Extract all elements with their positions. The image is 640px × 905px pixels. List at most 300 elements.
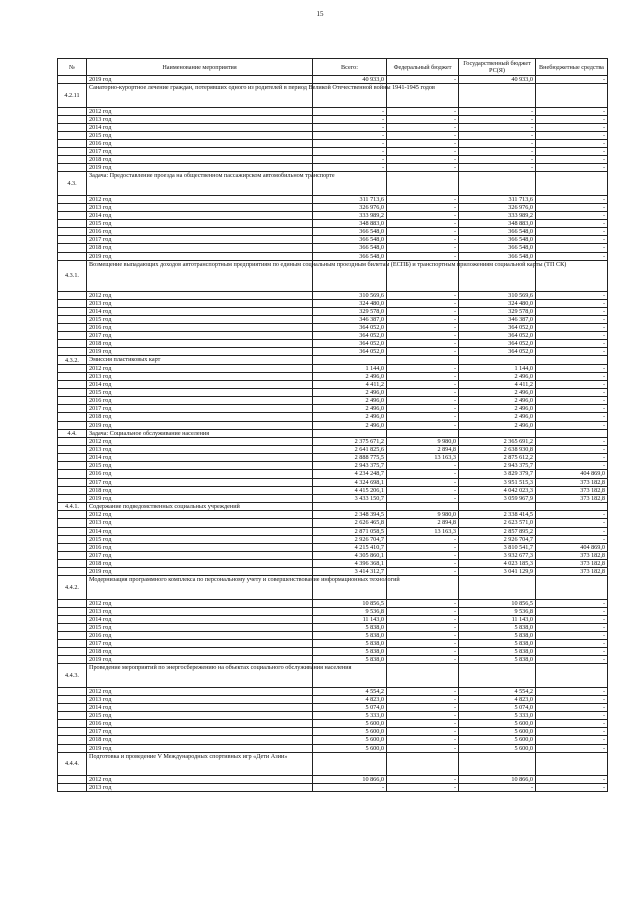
row-state: 364 052,0 bbox=[459, 323, 536, 331]
row-code bbox=[58, 236, 87, 244]
header-total: Всего: bbox=[313, 59, 387, 76]
row-state: 2 926 704,7 bbox=[459, 535, 536, 543]
row-federal: - bbox=[387, 640, 459, 648]
row-code bbox=[58, 389, 87, 397]
row-state: 364 052,0 bbox=[459, 340, 536, 348]
row-name: 2017 год bbox=[87, 148, 313, 156]
table-row bbox=[58, 364, 608, 372]
row-extra: - bbox=[536, 656, 608, 664]
row-federal: - bbox=[387, 212, 459, 220]
row-code bbox=[58, 148, 87, 156]
table-row bbox=[58, 164, 608, 172]
row-extra: - bbox=[536, 623, 608, 631]
header-extra: Внебюджетные средства bbox=[536, 59, 608, 76]
row-total: 364 052,0 bbox=[313, 348, 387, 356]
row-state: 4 554,2 bbox=[459, 687, 536, 695]
row-extra: - bbox=[536, 462, 608, 470]
row-state: 366 548,0 bbox=[459, 236, 536, 244]
row-code bbox=[58, 527, 87, 535]
table-row bbox=[58, 421, 608, 429]
row-code bbox=[58, 631, 87, 639]
row-extra: - bbox=[536, 728, 608, 736]
row-extra: - bbox=[536, 123, 608, 131]
row-federal: - bbox=[387, 559, 459, 567]
row-code bbox=[58, 648, 87, 656]
row-federal: - bbox=[387, 381, 459, 389]
table-row bbox=[58, 348, 608, 356]
row-extra: - bbox=[536, 744, 608, 752]
row-total: 4 305 860,1 bbox=[313, 551, 387, 559]
row-state: - bbox=[459, 115, 536, 123]
row-extra: - bbox=[536, 156, 608, 164]
row-extra: - bbox=[536, 195, 608, 203]
table-row bbox=[58, 156, 608, 164]
row-extra: - bbox=[536, 519, 608, 527]
row-federal bbox=[387, 429, 459, 438]
row-total: - bbox=[313, 156, 387, 164]
row-code bbox=[58, 323, 87, 331]
row-code bbox=[58, 332, 87, 340]
row-code bbox=[58, 704, 87, 712]
table-row bbox=[58, 252, 608, 260]
row-extra: - bbox=[536, 631, 608, 639]
row-name: 2017 год bbox=[87, 551, 313, 559]
row-federal: - bbox=[387, 139, 459, 147]
row-code bbox=[58, 728, 87, 736]
row-code bbox=[58, 438, 87, 446]
row-state: 2 496,0 bbox=[459, 397, 536, 405]
row-state: 2 338 414,5 bbox=[459, 511, 536, 519]
row-code bbox=[58, 139, 87, 147]
row-extra: - bbox=[536, 615, 608, 623]
row-name: 2014 год bbox=[87, 454, 313, 462]
row-code bbox=[58, 156, 87, 164]
row-name: 2017 год bbox=[87, 728, 313, 736]
row-code bbox=[58, 446, 87, 454]
row-name: 2014 год bbox=[87, 212, 313, 220]
row-state: 2 623 571,0 bbox=[459, 519, 536, 527]
row-federal: 13 163,3 bbox=[387, 454, 459, 462]
row-name: 2012 год bbox=[87, 687, 313, 695]
row-extra: 373 182,8 bbox=[536, 478, 608, 486]
row-state: 5 838,0 bbox=[459, 623, 536, 631]
row-name: 2019 год bbox=[87, 348, 313, 356]
row-federal: - bbox=[387, 315, 459, 323]
table-row bbox=[58, 148, 608, 156]
row-name: 2018 год bbox=[87, 486, 313, 494]
row-name: Эмиссия пластиковых карт bbox=[87, 356, 313, 365]
row-federal bbox=[387, 502, 459, 511]
row-code bbox=[58, 559, 87, 567]
row-total: 310 569,6 bbox=[313, 291, 387, 299]
row-federal: - bbox=[387, 704, 459, 712]
row-state: 10 866,0 bbox=[459, 776, 536, 784]
row-state: 366 548,0 bbox=[459, 252, 536, 260]
row-extra: - bbox=[536, 332, 608, 340]
row-state: 366 548,0 bbox=[459, 244, 536, 252]
row-name: 2012 год bbox=[87, 364, 313, 372]
row-name: 2013 год bbox=[87, 299, 313, 307]
row-code bbox=[58, 519, 87, 527]
row-federal: - bbox=[387, 372, 459, 380]
table-row bbox=[58, 462, 608, 470]
row-name: 2019 год bbox=[87, 421, 313, 429]
row-extra: - bbox=[536, 511, 608, 519]
row-name: 2015 год bbox=[87, 389, 313, 397]
row-total: 10 856,5 bbox=[313, 599, 387, 607]
row-total bbox=[313, 429, 387, 438]
row-code bbox=[58, 131, 87, 139]
row-state: 9 536,8 bbox=[459, 607, 536, 615]
row-state bbox=[459, 576, 536, 600]
row-name: 2018 год bbox=[87, 340, 313, 348]
row-total: 366 548,0 bbox=[313, 236, 387, 244]
row-code bbox=[58, 203, 87, 211]
row-name: 2014 год bbox=[87, 307, 313, 315]
row-name: 2015 год bbox=[87, 535, 313, 543]
row-extra: - bbox=[536, 438, 608, 446]
row-extra bbox=[536, 576, 608, 600]
row-total: 326 976,0 bbox=[313, 203, 387, 211]
row-extra: - bbox=[536, 164, 608, 172]
row-state: 3 059 967,9 bbox=[459, 494, 536, 502]
row-federal: 9 980,0 bbox=[387, 511, 459, 519]
row-name: 2012 год bbox=[87, 438, 313, 446]
row-total: 5 600,0 bbox=[313, 744, 387, 752]
row-extra: 373 182,8 bbox=[536, 486, 608, 494]
row-total: 329 578,0 bbox=[313, 307, 387, 315]
row-total bbox=[313, 502, 387, 511]
row-code bbox=[58, 736, 87, 744]
row-state: 364 052,0 bbox=[459, 332, 536, 340]
row-total bbox=[313, 752, 387, 776]
row-total: 366 548,0 bbox=[313, 252, 387, 260]
table-row bbox=[58, 776, 608, 784]
row-state: 4 042 023,3 bbox=[459, 486, 536, 494]
row-name: 2014 год bbox=[87, 381, 313, 389]
row-federal: - bbox=[387, 131, 459, 139]
row-state: - bbox=[459, 164, 536, 172]
row-state: 2 857 895,2 bbox=[459, 527, 536, 535]
row-name: Задача: Предоставление проезда на общественном пассажирском автомобильном транспорте bbox=[87, 172, 313, 196]
row-extra: - bbox=[536, 323, 608, 331]
row-federal: - bbox=[387, 687, 459, 695]
row-name: 2019 год bbox=[87, 568, 313, 576]
row-federal: - bbox=[387, 421, 459, 429]
row-extra: - bbox=[536, 131, 608, 139]
row-extra: - bbox=[536, 405, 608, 413]
row-code bbox=[58, 599, 87, 607]
row-extra: 404 869,0 bbox=[536, 543, 608, 551]
row-state: 2 496,0 bbox=[459, 413, 536, 421]
row-total: 2 888 775,5 bbox=[313, 454, 387, 462]
row-federal: - bbox=[387, 744, 459, 752]
row-name: 2016 год bbox=[87, 228, 313, 236]
table-row bbox=[58, 720, 608, 728]
row-name: 2012 год bbox=[87, 107, 313, 115]
row-state: 3 932 677,3 bbox=[459, 551, 536, 559]
table-row bbox=[58, 307, 608, 315]
row-name: 2016 год bbox=[87, 543, 313, 551]
row-state bbox=[459, 84, 536, 108]
row-state: 2 496,0 bbox=[459, 405, 536, 413]
table-row bbox=[58, 607, 608, 615]
row-extra: - bbox=[536, 720, 608, 728]
row-extra: - bbox=[536, 454, 608, 462]
row-name: 2014 год bbox=[87, 123, 313, 131]
row-extra: - bbox=[536, 389, 608, 397]
row-total: - bbox=[313, 164, 387, 172]
table-row bbox=[58, 131, 608, 139]
row-state: - bbox=[459, 784, 536, 792]
row-code bbox=[58, 535, 87, 543]
row-name: 2012 год bbox=[87, 511, 313, 519]
row-total: 5 600,0 bbox=[313, 736, 387, 744]
row-extra: - bbox=[536, 704, 608, 712]
row-state: 366 548,0 bbox=[459, 228, 536, 236]
row-name: 2014 год bbox=[87, 527, 313, 535]
row-state bbox=[459, 429, 536, 438]
row-code bbox=[58, 340, 87, 348]
row-extra: - bbox=[536, 527, 608, 535]
row-total: 324 480,0 bbox=[313, 299, 387, 307]
row-total: 5 333,0 bbox=[313, 712, 387, 720]
row-total: 40 933,0 bbox=[313, 76, 387, 84]
row-state: - bbox=[459, 107, 536, 115]
row-total: 3 433 150,7 bbox=[313, 494, 387, 502]
row-extra: - bbox=[536, 348, 608, 356]
row-code bbox=[58, 462, 87, 470]
page-number: 15 bbox=[316, 10, 324, 18]
row-federal: - bbox=[387, 348, 459, 356]
row-total: 9 536,8 bbox=[313, 607, 387, 615]
row-name: 2013 год bbox=[87, 519, 313, 527]
row-federal: - bbox=[387, 695, 459, 703]
row-extra: - bbox=[536, 695, 608, 703]
row-code bbox=[58, 228, 87, 236]
row-state: 11 143,0 bbox=[459, 615, 536, 623]
row-federal: - bbox=[387, 364, 459, 372]
header-federal: Федеральный бюджет bbox=[387, 59, 459, 76]
row-code bbox=[58, 744, 87, 752]
header-state: Государственный бюджет РС(Я) bbox=[459, 59, 536, 76]
row-extra: - bbox=[536, 607, 608, 615]
row-extra bbox=[536, 172, 608, 196]
row-extra: 373 182,8 bbox=[536, 494, 608, 502]
row-code bbox=[58, 511, 87, 519]
row-extra: - bbox=[536, 299, 608, 307]
table-row bbox=[58, 76, 608, 84]
table-row bbox=[58, 236, 608, 244]
row-state bbox=[459, 664, 536, 688]
row-state bbox=[459, 752, 536, 776]
row-federal: - bbox=[387, 712, 459, 720]
row-total: 5 838,0 bbox=[313, 623, 387, 631]
row-federal: - bbox=[387, 115, 459, 123]
row-federal: - bbox=[387, 156, 459, 164]
table-row bbox=[58, 413, 608, 421]
row-name: 2019 год bbox=[87, 656, 313, 664]
table-row bbox=[58, 543, 608, 551]
row-code bbox=[58, 299, 87, 307]
row-total: 2 496,0 bbox=[313, 405, 387, 413]
row-state: 5 600,0 bbox=[459, 728, 536, 736]
row-code bbox=[58, 454, 87, 462]
table-row bbox=[58, 728, 608, 736]
row-name: Санаторно-курортное лечение граждан, потерявших одного из родителей в период Великой Отечественной войны 1941-1945 годов bbox=[87, 84, 313, 108]
row-name: 2013 год bbox=[87, 203, 313, 211]
table-row bbox=[58, 551, 608, 559]
row-total: 2 641 825,6 bbox=[313, 446, 387, 454]
row-federal: - bbox=[387, 397, 459, 405]
row-total: 5 600,0 bbox=[313, 728, 387, 736]
row-code: 4.2.11 bbox=[58, 84, 87, 108]
table-row bbox=[58, 203, 608, 211]
row-state: 346 387,0 bbox=[459, 315, 536, 323]
table-row-section bbox=[58, 576, 608, 600]
row-extra: - bbox=[536, 535, 608, 543]
row-total: 5 838,0 bbox=[313, 640, 387, 648]
row-code bbox=[58, 381, 87, 389]
row-federal: - bbox=[387, 776, 459, 784]
row-total: - bbox=[313, 148, 387, 156]
row-extra: - bbox=[536, 640, 608, 648]
row-name: Возмещение выпадающих доходов автотранспортным предприятиям по единым социальным проездным билетам (ЕСПБ) и транспортным приложениям социальной карты (ТП СК) bbox=[87, 260, 313, 291]
row-extra: - bbox=[536, 252, 608, 260]
row-total: 4 324 698,1 bbox=[313, 478, 387, 486]
row-total: - bbox=[313, 115, 387, 123]
row-total: 366 548,0 bbox=[313, 244, 387, 252]
row-total: 5 838,0 bbox=[313, 631, 387, 639]
row-code bbox=[58, 486, 87, 494]
row-state: 3 041 129,9 bbox=[459, 568, 536, 576]
row-code bbox=[58, 615, 87, 623]
row-total: 364 052,0 bbox=[313, 332, 387, 340]
table-row bbox=[58, 299, 608, 307]
row-code bbox=[58, 494, 87, 502]
table-row-section bbox=[58, 84, 608, 108]
row-total: - bbox=[313, 139, 387, 147]
row-code bbox=[58, 107, 87, 115]
row-federal: - bbox=[387, 615, 459, 623]
row-total: - bbox=[313, 131, 387, 139]
row-name: 2016 год bbox=[87, 631, 313, 639]
table-row-section bbox=[58, 260, 608, 291]
table-row bbox=[58, 736, 608, 744]
row-total: 4 396 368,1 bbox=[313, 559, 387, 567]
row-code bbox=[58, 413, 87, 421]
row-name: 2017 год bbox=[87, 332, 313, 340]
table-row bbox=[58, 527, 608, 535]
row-federal: - bbox=[387, 486, 459, 494]
row-state: 2 365 691,2 bbox=[459, 438, 536, 446]
table-row bbox=[58, 244, 608, 252]
table-row bbox=[58, 623, 608, 631]
row-name: 2016 год bbox=[87, 470, 313, 478]
row-state: 3 951 515,3 bbox=[459, 478, 536, 486]
row-name: Задача: Социальное обслуживание населения bbox=[87, 429, 313, 438]
row-extra: - bbox=[536, 115, 608, 123]
row-name: 2017 год bbox=[87, 478, 313, 486]
row-federal bbox=[387, 356, 459, 365]
row-name: 2017 год bbox=[87, 236, 313, 244]
table-row bbox=[58, 615, 608, 623]
row-total: 366 548,0 bbox=[313, 228, 387, 236]
table-row bbox=[58, 704, 608, 712]
table-row bbox=[58, 478, 608, 486]
row-name: 2013 год bbox=[87, 115, 313, 123]
row-code bbox=[58, 348, 87, 356]
row-extra: - bbox=[536, 372, 608, 380]
row-federal: - bbox=[387, 299, 459, 307]
row-code bbox=[58, 712, 87, 720]
row-name: 2014 год bbox=[87, 704, 313, 712]
row-code bbox=[58, 607, 87, 615]
table-row-section bbox=[58, 752, 608, 776]
row-federal: - bbox=[387, 462, 459, 470]
row-extra: - bbox=[536, 381, 608, 389]
row-federal: - bbox=[387, 470, 459, 478]
row-total: 2 375 671,2 bbox=[313, 438, 387, 446]
row-state: 329 578,0 bbox=[459, 307, 536, 315]
row-federal: - bbox=[387, 543, 459, 551]
row-extra: - bbox=[536, 76, 608, 84]
row-name: 2018 год bbox=[87, 559, 313, 567]
table-row bbox=[58, 381, 608, 389]
row-federal: - bbox=[387, 195, 459, 203]
row-extra: - bbox=[536, 220, 608, 228]
row-code bbox=[58, 405, 87, 413]
table-row bbox=[58, 332, 608, 340]
row-federal: - bbox=[387, 535, 459, 543]
row-state: 1 144,0 bbox=[459, 364, 536, 372]
row-total: - bbox=[313, 123, 387, 131]
row-code bbox=[58, 212, 87, 220]
table-row bbox=[58, 631, 608, 639]
row-total: 2 496,0 bbox=[313, 372, 387, 380]
row-federal: 13 163,3 bbox=[387, 527, 459, 535]
row-code bbox=[58, 244, 87, 252]
row-state: 5 838,0 bbox=[459, 631, 536, 639]
table-row bbox=[58, 687, 608, 695]
row-name: 2018 год bbox=[87, 156, 313, 164]
row-code bbox=[58, 115, 87, 123]
row-code: 4.3. bbox=[58, 172, 87, 196]
row-state: 311 713,6 bbox=[459, 195, 536, 203]
row-code bbox=[58, 543, 87, 551]
row-federal: - bbox=[387, 736, 459, 744]
table-row bbox=[58, 559, 608, 567]
row-federal: - bbox=[387, 413, 459, 421]
row-federal: - bbox=[387, 607, 459, 615]
row-federal: - bbox=[387, 123, 459, 131]
table-row bbox=[58, 712, 608, 720]
row-extra: 373 182,8 bbox=[536, 559, 608, 567]
row-total: - bbox=[313, 107, 387, 115]
row-federal: 2 894,8 bbox=[387, 446, 459, 454]
row-extra: 373 182,8 bbox=[536, 568, 608, 576]
table-row bbox=[58, 599, 608, 607]
row-federal: - bbox=[387, 631, 459, 639]
row-federal: - bbox=[387, 220, 459, 228]
row-name: 2019 год bbox=[87, 252, 313, 260]
row-name: Модернизация программного комплекса по персональному учету и совершенствование информационных технологий bbox=[87, 576, 313, 600]
table-row bbox=[58, 486, 608, 494]
row-state: - bbox=[459, 139, 536, 147]
row-name: 2015 год bbox=[87, 220, 313, 228]
row-federal: - bbox=[387, 656, 459, 664]
row-name: 2015 год bbox=[87, 462, 313, 470]
